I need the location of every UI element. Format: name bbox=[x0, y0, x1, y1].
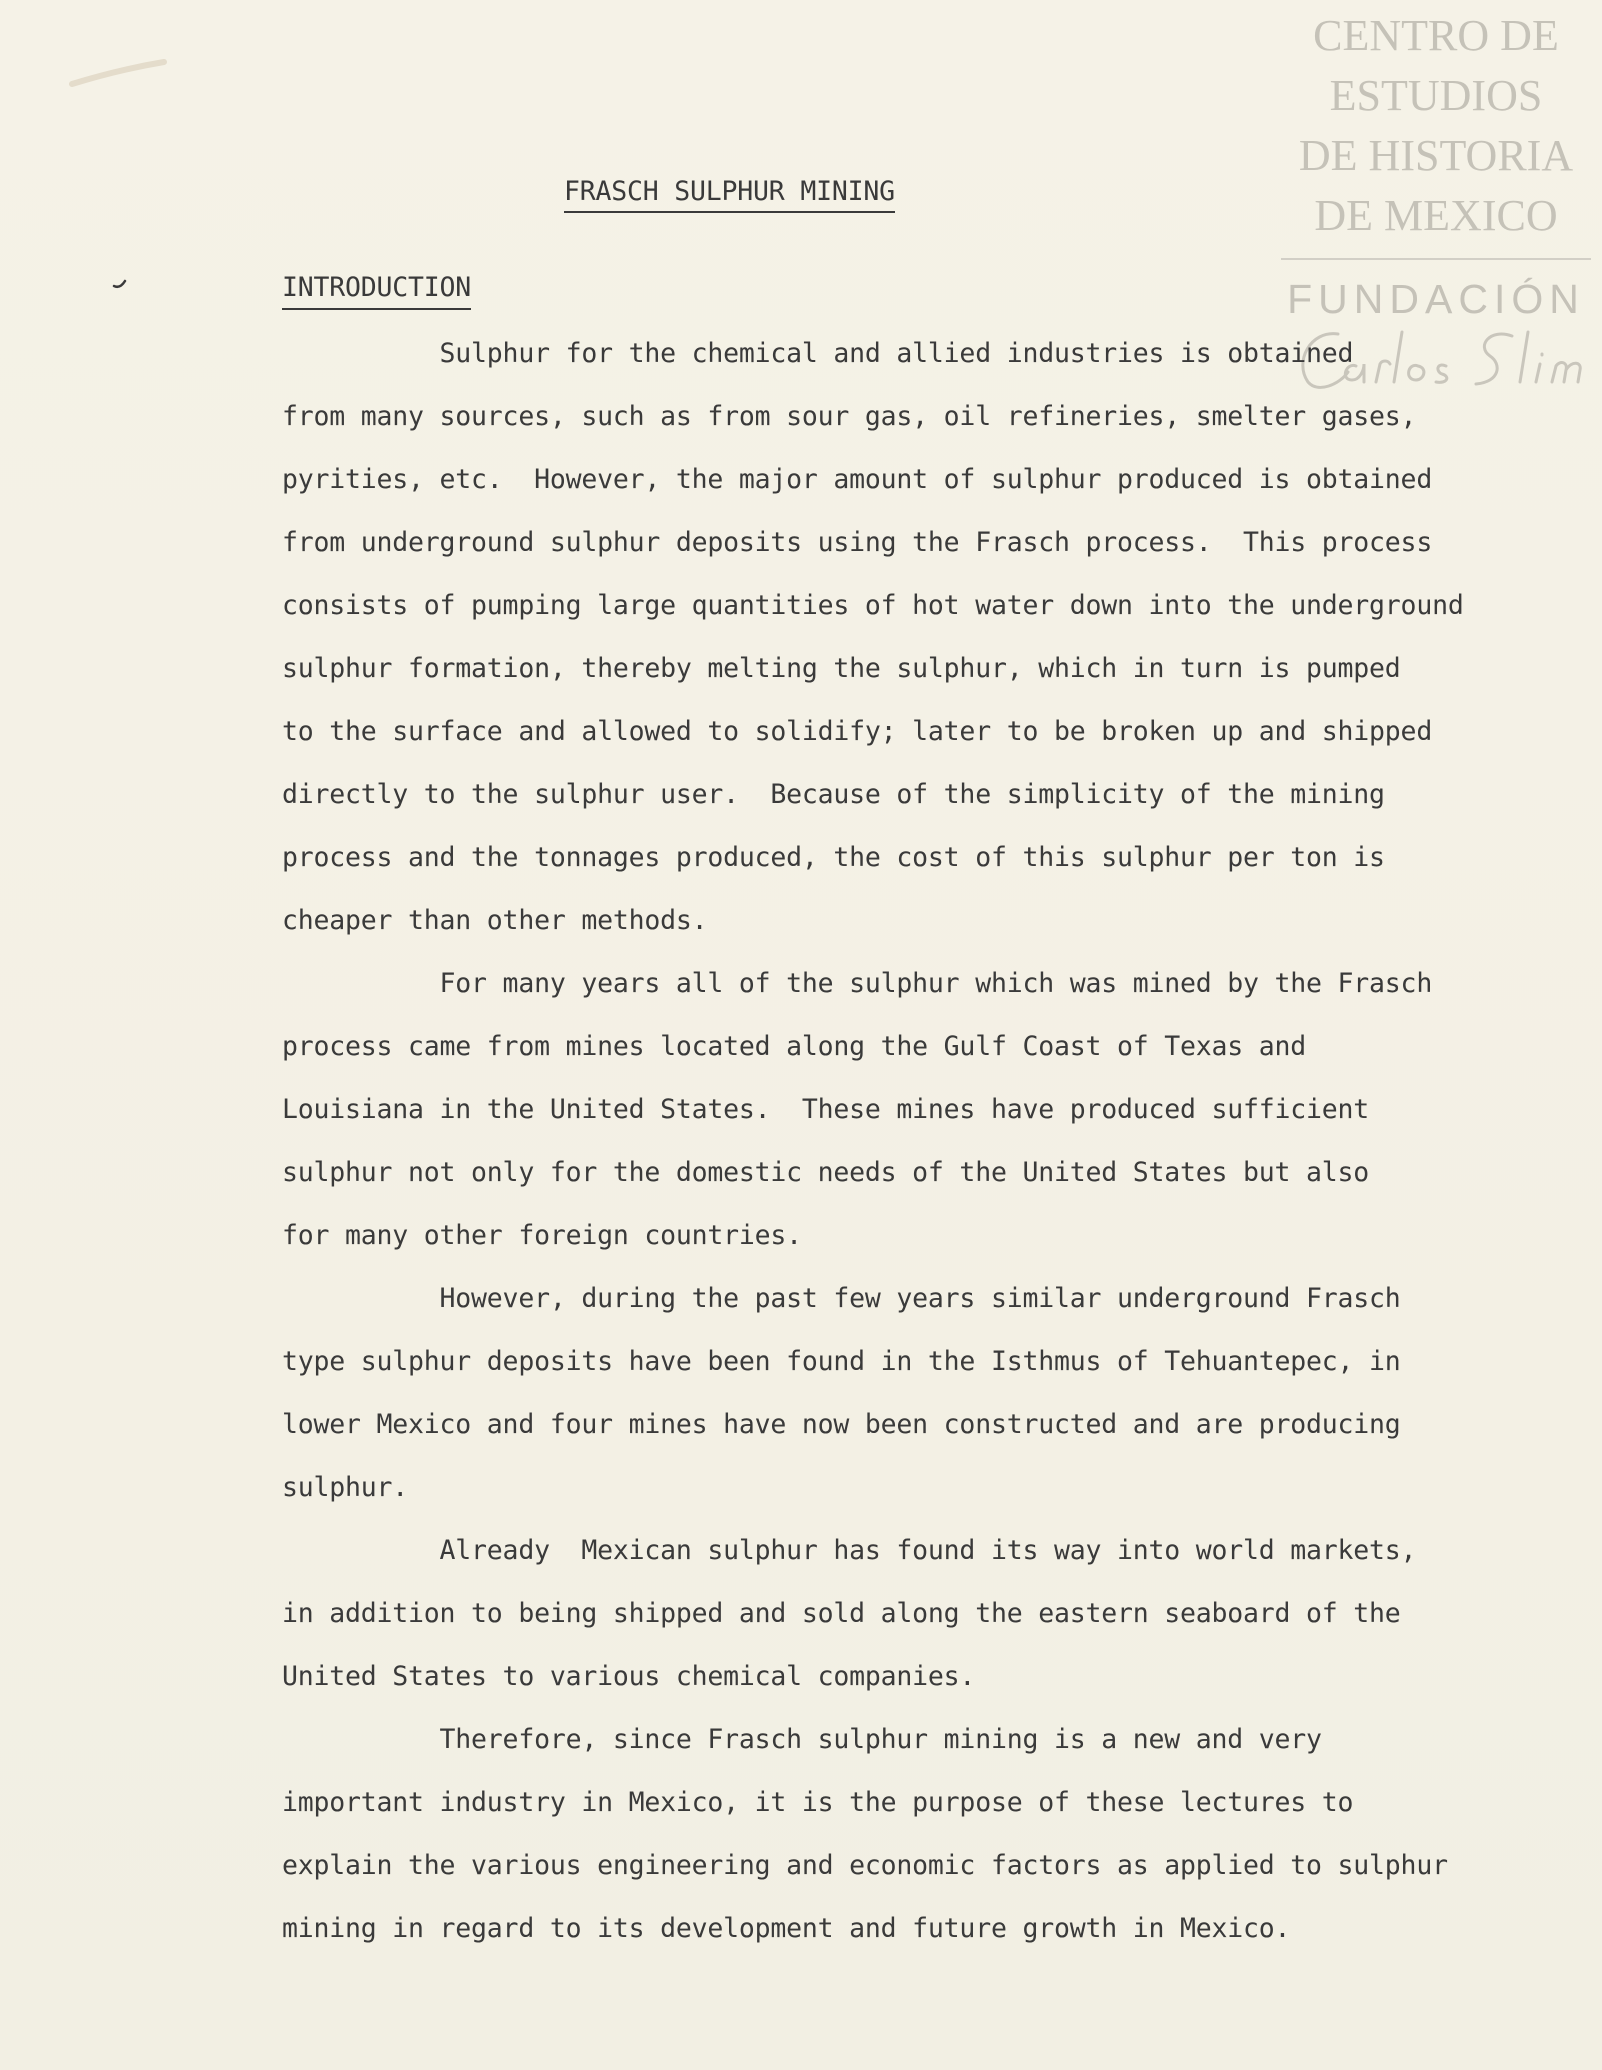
watermark-fundacion: FUNDACIÓN bbox=[1287, 276, 1585, 322]
body-line: directly to the sulphur user. Because of the simplicity of the mining bbox=[282, 779, 1385, 810]
watermark-divider bbox=[1281, 258, 1591, 260]
margin-mark bbox=[112, 278, 128, 290]
body-line: in addition to being shipped and sold along the eastern seaboard of the bbox=[282, 1598, 1401, 1629]
body-line: from underground sulphur deposits using the Frasch process. This process bbox=[282, 527, 1433, 558]
body-line: Sulphur for the chemical and allied industries is obtained bbox=[282, 338, 1354, 369]
body-line: process and the tonnages produced, the cost of this sulphur per ton is bbox=[282, 842, 1385, 873]
body-line: important industry in Mexico, it is the purpose of these lectures to bbox=[282, 1787, 1354, 1818]
body-line: lower Mexico and four mines have now been constructed and are producing bbox=[282, 1409, 1401, 1440]
watermark-line: DE MEXICO bbox=[1314, 191, 1558, 240]
body-line: type sulphur deposits have been found in the Isthmus of Tehuantepec, in bbox=[282, 1346, 1401, 1377]
body-line: sulphur. bbox=[282, 1472, 409, 1503]
body-line: Louisiana in the United States. These mines have produced sufficient bbox=[282, 1094, 1370, 1125]
body-line: United States to various chemical companies. bbox=[282, 1661, 976, 1692]
body-line: explain the various engineering and economic factors as applied to sulphur bbox=[282, 1850, 1448, 1881]
body-line: mining in regard to its development and future growth in Mexico. bbox=[282, 1913, 1291, 1944]
body-line: sulphur not only for the domestic needs of the United States but also bbox=[282, 1157, 1370, 1188]
section-heading: INTRODUCTION bbox=[282, 272, 471, 310]
archive-watermark bbox=[1278, 6, 1594, 324]
body-line: for many other foreign countries. bbox=[282, 1220, 802, 1251]
body-line: Therefore, since Frasch sulphur mining is a new and very bbox=[282, 1724, 1322, 1755]
body-line: consists of pumping large quantities of hot water down into the underground bbox=[282, 590, 1464, 621]
body-line: However, during the past few years similar underground Frasch bbox=[282, 1283, 1401, 1314]
body-line: For many years all of the sulphur which was mined by the Frasch bbox=[282, 968, 1433, 999]
body-line: to the surface and allowed to solidify; later to be broken up and shipped bbox=[282, 716, 1433, 747]
body-line: Already Mexican sulphur has found its way into world markets, bbox=[282, 1535, 1417, 1566]
body-line: pyrities, etc. However, the major amount of sulphur produced is obtained bbox=[282, 464, 1433, 495]
body-line: cheaper than other methods. bbox=[282, 905, 708, 936]
watermark-line: DE HISTORIA bbox=[1298, 131, 1574, 180]
body-line: sulphur formation, thereby melting the sulphur, which in turn is pumped bbox=[282, 653, 1401, 684]
paper-smudge bbox=[68, 58, 168, 98]
watermark-line: CENTRO DE bbox=[1313, 11, 1559, 60]
body-line: process came from mines located along the Gulf Coast of Texas and bbox=[282, 1031, 1307, 1062]
watermark-line: ESTUDIOS bbox=[1329, 71, 1543, 120]
document-title: FRASCH SULPHUR MINING bbox=[564, 176, 895, 213]
body-line: from many sources, such as from sour gas, oil refineries, smelter gases, bbox=[282, 401, 1417, 432]
